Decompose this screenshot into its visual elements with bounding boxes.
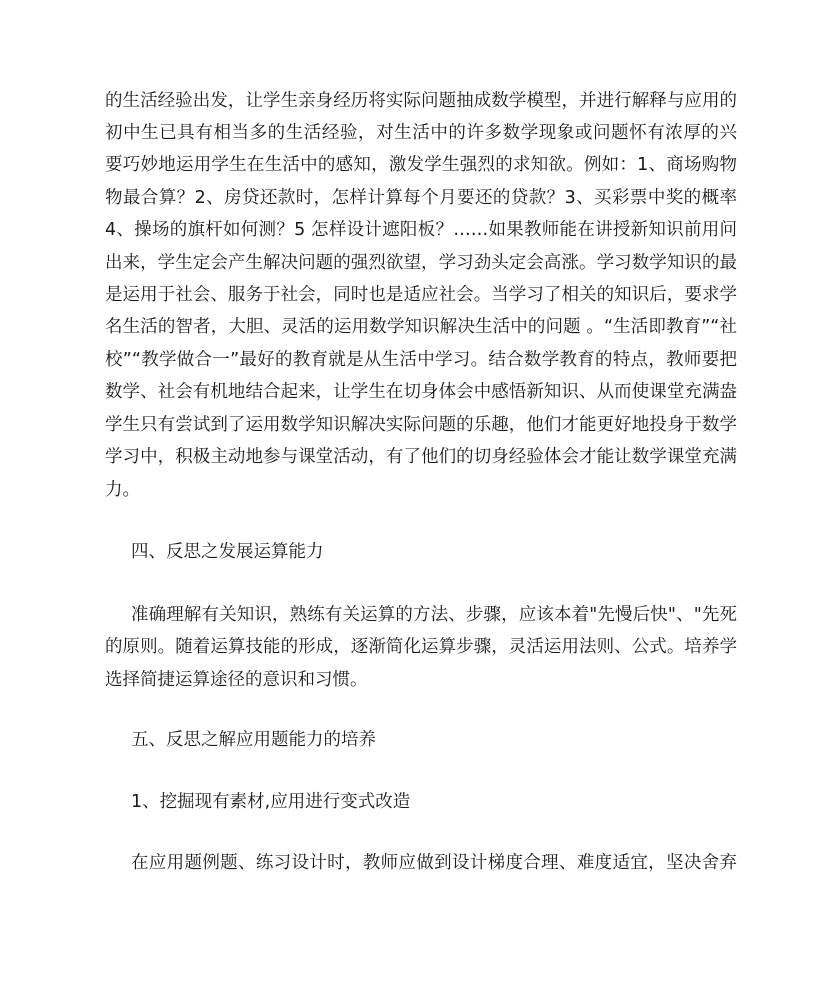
- text-line: 的生活经验出发，让学生亲身经历将实际问题抽成数学模型，并进行解释与应用的: [105, 91, 737, 111]
- text-line: 名生活的智者，大胆、灵活的运用数学知识解决生活中的问题 。“生活即教育”“社: [105, 317, 737, 337]
- text-line: 4、操场的旗杆如何测？5 怎样设计遮阳板？……如果教师能在讲授新知识前用问: [105, 220, 737, 240]
- text-line: 准确理解有关知识，熟练有关运算的方法、步骤，应该本着"先慢后快"、"先死: [131, 605, 737, 625]
- section-heading-5: 五、反思之解应用题能力的培养: [131, 730, 376, 750]
- text-line: 校”“教学做合一”最好的教育就是从生活中学习。结合数学教育的特点，教师要把: [105, 350, 737, 370]
- text-line: 选择简捷运算途径的意识和习惯。: [105, 670, 368, 690]
- text-line: 在应用题例题、练习设计时，教师应做到设计梯度合理、难度适宜，坚决舍弃: [131, 853, 737, 873]
- text-line: 数学、社会有机地结合起来，让学生在切身体会中感悟新知识、从而使课堂充满盎: [105, 382, 737, 402]
- text-line: 力。: [105, 480, 140, 500]
- text-line: 学习中，积极主动地参与课堂活动，有了他们的切身经验体会才能让数学课堂充满: [105, 447, 737, 467]
- text-line: 出来，学生定会产生解决问题的强烈欲望，学习劲头定会高涨。学习数学知识的最: [105, 253, 737, 273]
- text-line: 的原则。随着运算技能的形成，逐渐简化运算步骤，灵活运用法则、公式。培养学: [105, 637, 737, 657]
- subheading-1: 1、挖掘现有素材,应用进行变式改造: [131, 792, 411, 812]
- text-line: 初中生已具有相当多的生活经验，对生活中的许多数学现象或问题怀有浓厚的兴: [105, 123, 737, 143]
- text-line: 要巧妙地运用学生在生活中的感知，激发学生强烈的求知欲。例如：1、商场购物: [105, 155, 737, 175]
- section-heading-4: 四、反思之发展运算能力: [131, 542, 324, 562]
- text-line: 是运用于社会、服务于社会，同时也是适应社会。当学习了相关的知识后，要求学: [105, 285, 737, 305]
- text-line: 学生只有尝试到了运用数学知识解决实际问题的乐趣，他们才能更好地投身于数学: [105, 415, 737, 435]
- text-line: 物最合算？2、房贷还款时，怎样计算每个月要还的贷款？3、买彩票中奖的概率: [105, 188, 737, 208]
